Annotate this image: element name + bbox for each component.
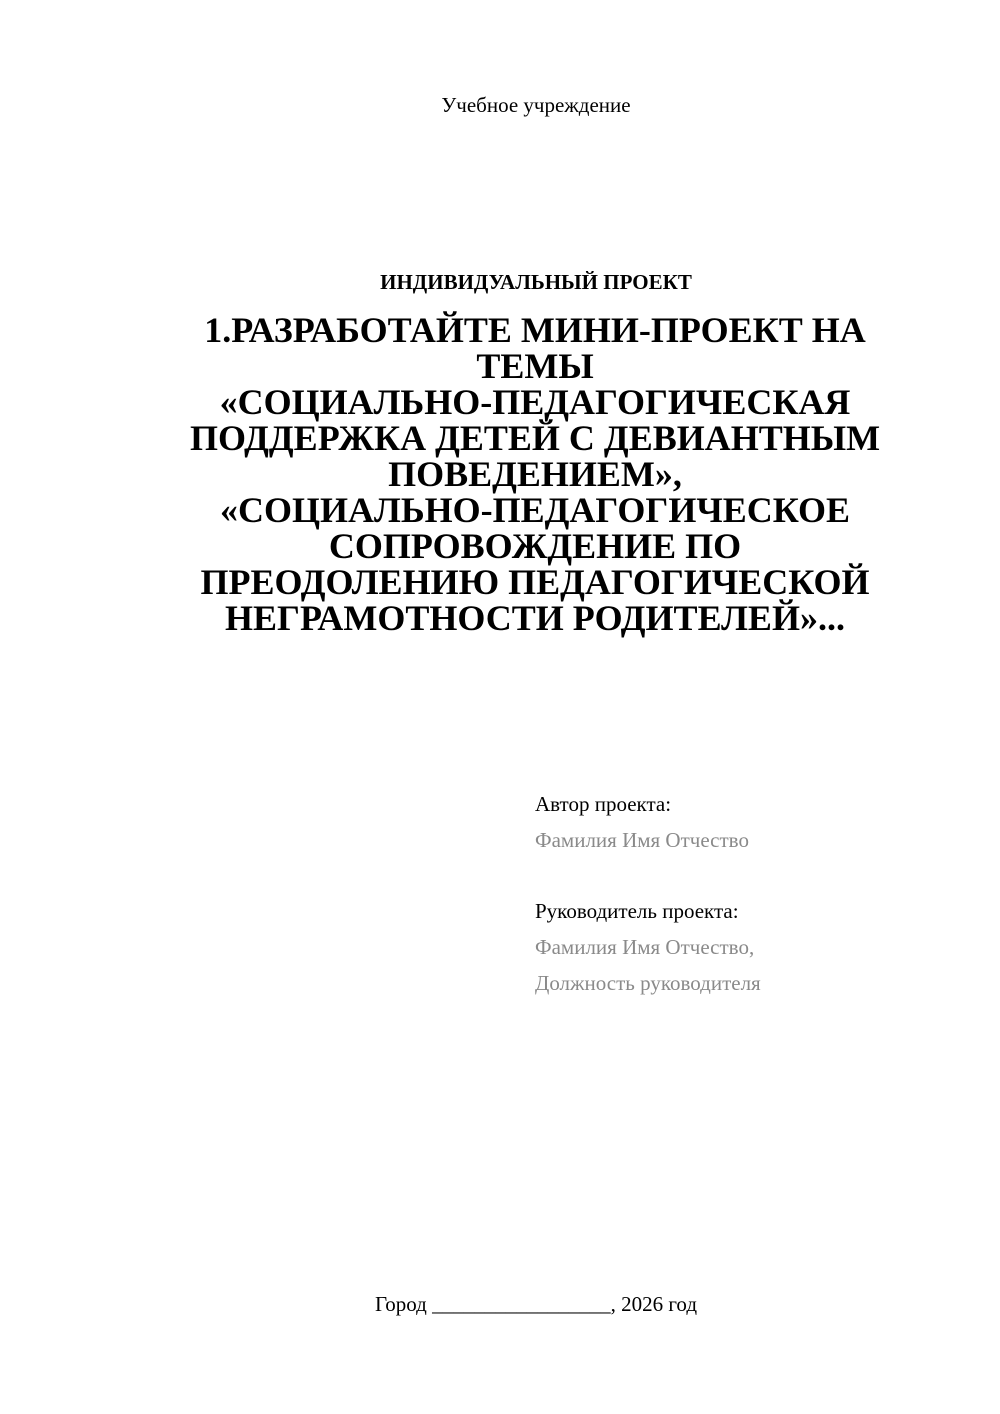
project-title-line: ТЕМЫ [476, 346, 594, 386]
supervisor-position-placeholder: Должность руководителя [535, 971, 761, 995]
author-label: Автор проекта: [535, 792, 672, 816]
project-title-line: ПОВЕДЕНИЕМ», [388, 454, 682, 494]
supervisor-name-placeholder: Фамилия Имя Отчество, [535, 935, 755, 959]
project-title-line: «СОЦИАЛЬНО-ПЕДАГОГИЧЕСКОЕ [220, 490, 850, 530]
project-title-line: «СОЦИАЛЬНО-ПЕДАГОГИЧЕСКАЯ [219, 382, 851, 422]
project-title-line: 1.РАЗРАБОТАЙТЕ МИНИ-ПРОЕКТ НА [204, 310, 866, 350]
supervisor-label: Руководитель проекта: [535, 899, 739, 923]
author-name-placeholder: Фамилия Имя Отчество [535, 828, 749, 852]
institution-name: Учебное учреждение [441, 93, 631, 117]
project-title-line: ПРЕОДОЛЕНИЮ ПЕДАГОГИЧЕСКОЙ [200, 562, 870, 602]
city-year-footer: Город _________________, 2026 год [374, 1292, 698, 1316]
project-title-line: НЕГРАМОТНОСТИ РОДИТЕЛЕЙ»... [225, 598, 845, 638]
author-block [535, 786, 749, 858]
project-type-heading: ИНДИВИДУАЛЬНЫЙ ПРОЕКТ [380, 270, 692, 294]
project-title-line: СОПРОВОЖДЕНИЕ ПО [328, 526, 742, 566]
project-title [130, 312, 940, 636]
project-title-line: ПОДДЕРЖКА ДЕТЕЙ С ДЕВИАНТНЫМ [189, 418, 881, 458]
supervisor-block [535, 893, 761, 1001]
